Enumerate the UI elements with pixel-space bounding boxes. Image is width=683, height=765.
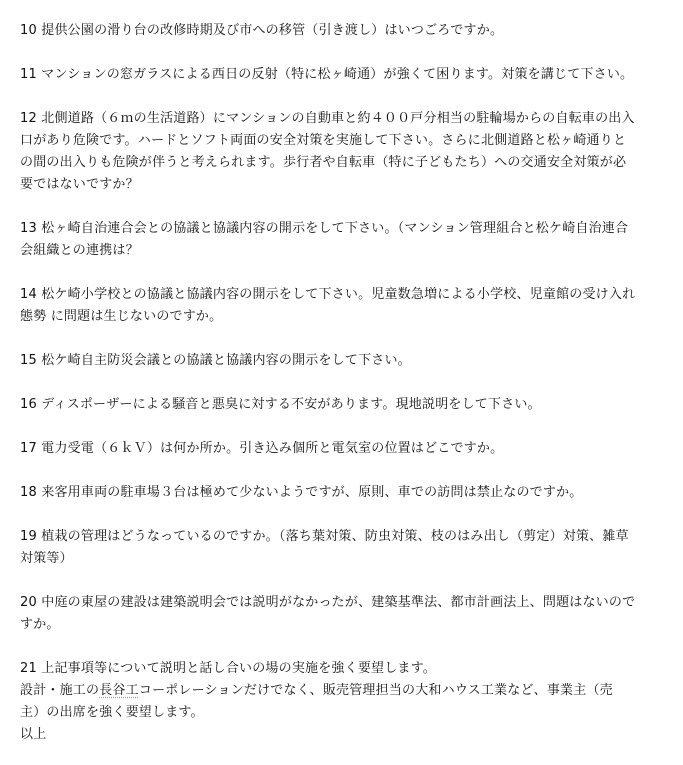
item-17 — [20, 438, 670, 460]
spellcheck-underlined-word: 長谷工 — [99, 683, 139, 698]
item-12-line-1: 12 北側道路（６ｍの生活道路）にマンションの自動車と約４００戸分相当の駐輪場からの自転車の出入 — [20, 111, 635, 126]
document-body — [20, 20, 670, 746]
item-12-line-3: の間の出入りも危険が伴うと考えられます。歩行者や自転車（特に子どもたち）への交通安全対策が必 — [20, 155, 627, 170]
item-18 — [20, 482, 670, 504]
item-14-line-2: 態勢 に問題は生じないのですか。 — [20, 309, 223, 324]
item-21-line-1: 21 上記事項等について説明と話し合いの場の実施を強く要望します。 — [20, 661, 436, 676]
closing-ijou: 以上 — [20, 727, 47, 742]
item-13 — [20, 218, 670, 262]
item-14-line-1: 14 松ケ崎小学校との協議と協議内容の開示をして下さい。児童数急増による小学校、児童館の受け入れ — [20, 287, 636, 302]
item-13-line-2: 会組織との連携は？ — [20, 243, 139, 258]
item-21-line-2-post: コーポレーションだけでなく、販売管理担当の大和ハウス工業など、事業主（売 — [138, 683, 613, 698]
item-16-line: 16 ディスポーザーによる騒音と悪臭に対する不安があります。現地説明をして下さい。 — [20, 397, 541, 412]
item-12-line-4: 要ではないですか？ — [20, 177, 139, 192]
item-10-line: 10 提供公園の滑り台の改修時期及び市への移管（引き渡し）はいつごろですか。 — [20, 23, 504, 38]
item-19-line-1: 19 植栽の管理はどうなっているのですか。（落ち葉対策、防虫対策、枝のはみ出し（剪定）対策、雑草 — [20, 529, 629, 544]
item-15 — [20, 350, 670, 372]
item-21-line-3: 主）の出席を強く要望します。 — [20, 705, 204, 720]
item-19 — [20, 526, 670, 570]
item-20-line-2: すか。 — [20, 617, 60, 632]
item-11-line: 11 マンションの窓ガラスによる西日の反射（特に松ヶ崎通）が強くて困ります。対策を講じて下さい。 — [20, 67, 634, 82]
item-12 — [20, 108, 670, 196]
item-12-line-2: 口があり危険です。ハードとソフト両面の安全対策を実施して下さい。さらに北側道路と松ヶ崎通りと — [20, 133, 627, 148]
item-14 — [20, 284, 670, 328]
item-10 — [20, 20, 670, 42]
item-20 — [20, 592, 670, 636]
item-17-line: 17 電力受電（６ｋＶ）は何か所か。引き込み個所と電気室の位置はどこですか。 — [20, 441, 504, 456]
item-21-line-2 — [20, 680, 670, 702]
item-18-line: 18 来客用車両の駐車場３台は極めて少ないようですが、原則、車での訪問は禁止なのですか。 — [20, 485, 583, 500]
item-19-line-2: 対策等） — [20, 551, 73, 566]
item-13-line-1: 13 松ヶ崎自治連合会との協議と協議内容の開示をして下さい。（マンション管理組合と松ケ崎自治連合 — [20, 221, 629, 236]
item-16 — [20, 394, 670, 416]
item-20-line-1: 20 中庭の東屋の建設は建築説明会では説明がなかったが、建築基準法、都市計画法上、問題はないので — [20, 595, 636, 610]
item-21-line-2-pre: 設計・施工の — [20, 683, 100, 698]
item-15-line: 15 松ケ崎自主防災会議との協議と協議内容の開示をして下さい。 — [20, 353, 411, 368]
item-21-closing — [20, 658, 670, 746]
item-11 — [20, 64, 670, 86]
